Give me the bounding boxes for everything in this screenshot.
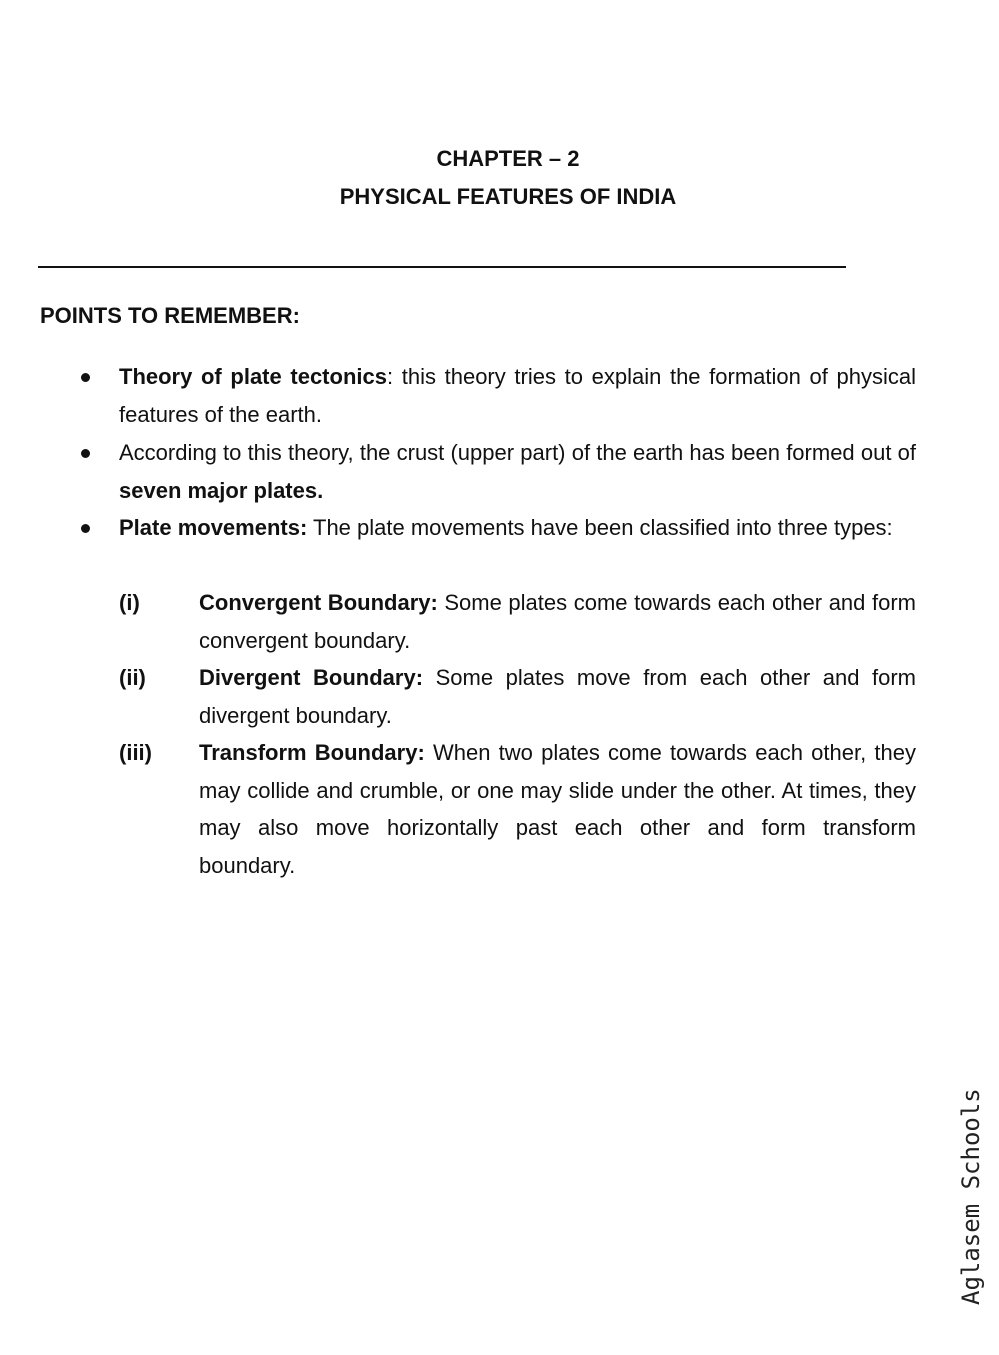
item-number: (i) <box>119 590 140 615</box>
sub-text: Some plates move from each other and form divergent boundary. <box>199 665 916 728</box>
bullet-text: The plate movements have been classified into three types: <box>307 515 893 540</box>
sub-item <box>119 734 916 884</box>
bullet-item <box>119 509 916 547</box>
bold-term: Theory of plate tectonics <box>119 364 387 389</box>
divider <box>38 266 846 268</box>
section-heading: POINTS TO REMEMBER: <box>40 303 300 328</box>
bold-term: seven major plates. <box>119 477 324 503</box>
bullet-icon <box>81 524 90 533</box>
sub-item <box>119 584 916 659</box>
sub-item <box>119 659 916 734</box>
sub-text: Some plates come towards each other and form convergent boundary. <box>199 590 916 653</box>
bullet-icon <box>81 373 90 382</box>
bullet-text: : this theory tries to explain the formation of physical features of the earth. <box>119 364 917 427</box>
watermark: Aglasem Schools <box>957 1088 985 1305</box>
sub-text: When two plates come towards each other, they may collide and crumble, or one may slide under the other. At times, they may also move horizontally past each other and form transform boundary. <box>199 740 916 878</box>
bullet-icon <box>81 449 90 458</box>
bold-term: Transform Boundary: <box>199 740 425 765</box>
bullet-item <box>119 358 916 433</box>
bold-term: Plate movements: <box>119 515 308 540</box>
chapter-title: PHYSICAL FEATURES OF INDIA <box>339 184 677 209</box>
bold-term: Divergent Boundary: <box>199 665 424 690</box>
item-number: (ii) <box>119 665 146 690</box>
item-number: (iii) <box>119 740 152 765</box>
bullet-item <box>119 434 916 509</box>
chapter-number: CHAPTER – 2 <box>436 146 580 171</box>
bullet-text: According to this theory, the crust (upper part) of the earth has been formed out of <box>119 440 916 465</box>
bold-term: Convergent Boundary: <box>199 590 438 615</box>
